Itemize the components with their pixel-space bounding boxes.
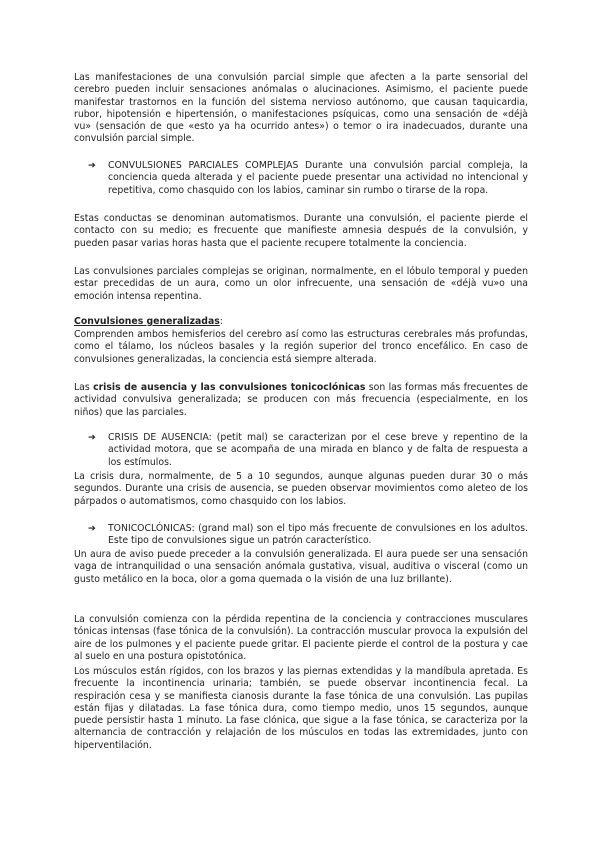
- bullet-absence: [88, 432, 528, 469]
- bullet-text: Durante una convulsión parcial compleja, la conciencia queda alterada y el paciente puede presentar una actividad no intencional y repetitiva, como chasquido con los labios, caminar sin rumbo o tirarse de la ropa.: [108, 160, 528, 196]
- bullet-heading: CONVULSIONES PARCIALES COMPLEJAS: [108, 160, 299, 171]
- bullet-heading: CRISIS DE AUSENCIA:: [108, 432, 212, 443]
- paragraph-absence-tonicoclonic: Las crisis de ausencia y las convulsiones tonicoclónicas son las formas más frecuentes de actividad convulsiva generalizada; se producen con más frecuencia (especialmente, en los niños) que las parciales.: [74, 382, 528, 418]
- paragraph-tonic-phase: La convulsión comienza con la pérdida repentina de la conciencia y contracciones musculares tónicas intensas (fase tónica de la convulsión). La contracción muscular provoca la expulsión del aire de los pulmones y el paciente puede gritar. El paciente pierde el control de la postura y cae al suelo en una postura opistotónica.: [74, 614, 528, 662]
- arrow-icon: ➔: [88, 432, 96, 443]
- paragraph-clonic-phase: Los músculos están rígidos, con los brazos y las piernas extendidas y la mandíbula apretada. Es frecuente la incontinencia urinaria; también, se puede observar incontinencia fecal. La respiración cesa y se manifiesta cianosis durante la fase tónica de una convulsión. Las pupilas están fijas y dilatadas. La fase tónica dura, como tiempo medio, unos 15 segundos, aunque puede persistir hasta 1 minuto. La fase clónica, que sigue a la fase tónica, se caracteriza por la alternancia de contracción y relajación de los músculos en todas las extremidades, junto con hiperventilación.: [74, 666, 528, 751]
- bullet-text: (petit mal) se caracterizan por el cese breve y repentino de la actividad motora, que se acompaña de una mirada en blanco y de falta de respuesta a los estímulos.: [108, 432, 529, 468]
- bullet-text: (grand mal) son el tipo más frecuente de convulsiones en los adultos. Este tipo de convulsiones sigue un patrón característico.: [108, 523, 528, 547]
- paragraph-absence-duration: La crisis dura, normalmente, de 5 a 10 segundos, aunque algunas pueden durar 30 o más segundos. Durante una crisis de ausencia, se pueden observar movimientos como aleteo de los párpados o automatismos, como chasquido con los labios.: [74, 471, 528, 507]
- section-heading-text: Convulsiones generalizadas: [74, 316, 220, 327]
- paragraph-hemispheres: Comprenden ambos hemisferios del cerebro así como las estructuras cerebrales más profundas, como el tálamo, los núcleos basales y la región superior del tronco encefálico. En caso de convulsiones generalizadas, la conciencia está siempre alterada.: [74, 329, 528, 365]
- paragraph-automatisms: Estas conductas se denominan automatismos. Durante una convulsión, el paciente pierde el contacto con su medio; es frecuente que manifieste amnesia después de la convulsión, y pueden pasar varias horas hasta que el paciente recupere totalmente la conciencia.: [74, 213, 528, 249]
- bullet-tonicoclonic: [88, 523, 528, 548]
- paragraph-sensory-manifestations: Las manifestaciones de una convulsión parcial simple que afecten a la parte sensorial del cerebro pueden incluir sensaciones anómalas o alucinaciones. Asimismo, el paciente puede manifestar trastornos en la función del sistema nervioso autónomo, que causan taquicardia, rubor, hipotensión e hipertensión, o manifestaciones psíquicas, como una sensación de «déjà vu» (sensación de que «esto ya ha ocurrido antes») o temor o ira inadecuados, durante una convulsión parcial simple.: [74, 72, 528, 145]
- paragraph-aura: Un aura de aviso puede preceder a la convulsión generalizada. El aura puede ser una sensación vaga de intranquilidad o una sensación anómala gustativa, visual, auditiva o visceral (como un gusto metálico en la boca, olor a goma quemada o la visión de una luz brillante).: [74, 549, 528, 585]
- bullet-complex-partial: [88, 160, 528, 197]
- paragraph-temporal-lobe: Las convulsiones parciales complejas se originan, normalmente, en el lóbulo temporal y pueden estar precedidas de un aura, como un olor infrecuente, una sensación de «déjà vu»o una emoción intensa repentina.: [74, 266, 528, 302]
- arrow-icon: ➔: [88, 523, 96, 534]
- arrow-icon: ➔: [88, 160, 96, 171]
- section-heading-generalized: Convulsiones generalizadas:: [74, 316, 223, 327]
- bold-phrase: crisis de ausencia y las convulsiones tonicoclónicas: [93, 382, 366, 393]
- bullet-heading: TONICOCLÓNICAS:: [108, 523, 195, 534]
